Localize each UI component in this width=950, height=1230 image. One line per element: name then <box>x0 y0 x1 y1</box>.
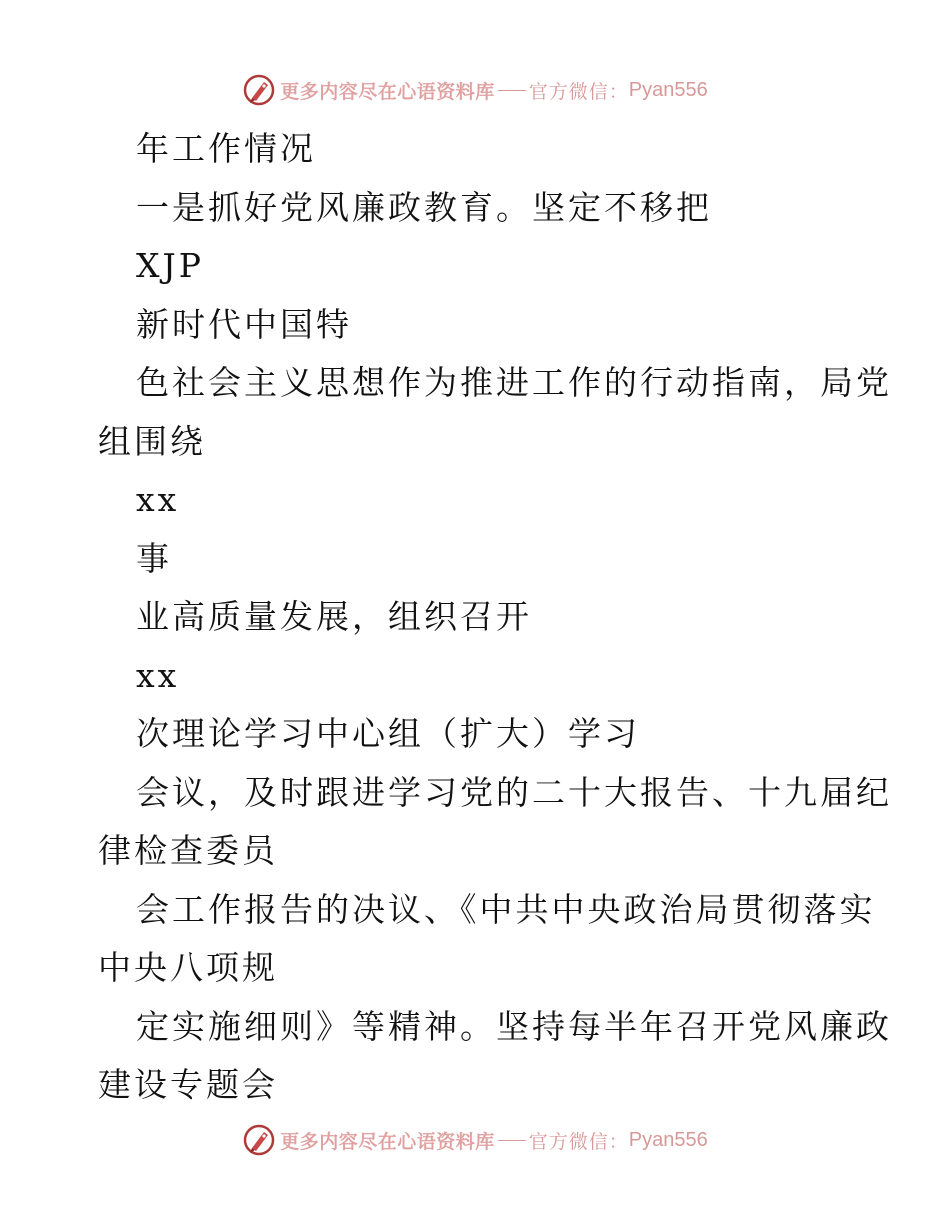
document-line: 中央八项规 <box>98 948 278 987</box>
document-line: 次理论学习中心组（扩大）学习 <box>136 714 640 753</box>
header-wechat-label: 官方微信： <box>528 80 629 103</box>
header-dash <box>498 90 526 91</box>
document-line: 定实施细则》等精神。坚持每半年召开党风廉政 <box>136 1006 892 1046</box>
footer-wechat-label: 官方微信： <box>528 1130 629 1153</box>
document-line: 年工作情况 <box>136 129 316 168</box>
document-line: 新时代中国特 <box>136 304 352 344</box>
footer-dash <box>498 1140 526 1141</box>
pen-nib-logo-icon <box>242 73 276 107</box>
document-line: 组围绕 <box>98 421 206 461</box>
document-line: 色社会主义思想作为推进工作的行动指南，局党 <box>136 363 892 402</box>
document-line: XJP <box>136 246 204 285</box>
document-line: 建设专题会 <box>98 1065 278 1104</box>
footer-slogan: 更多内容尽在心语资料库 <box>280 1130 495 1153</box>
header-banner <box>0 70 950 110</box>
document-line: 律检查委员 <box>98 831 278 870</box>
header-wechat-id: Pyan556 <box>628 78 708 101</box>
header-slogan: 更多内容尽在心语资料库 <box>280 80 495 103</box>
document-line: xx <box>136 655 180 695</box>
document-line: xx <box>136 480 180 519</box>
footer-wechat-id: Pyan556 <box>628 1128 708 1151</box>
document-line: 会议，及时跟进学习党的二十大报告、十九届纪 <box>136 772 892 812</box>
document-line: 业高质量发展，组织召开 <box>136 597 532 636</box>
document-body <box>98 120 892 1115</box>
footer-banner <box>0 1120 950 1160</box>
document-line: 会工作报告的决议、《中共中央政治局贯彻落实 <box>136 889 876 929</box>
pen-nib-logo-icon <box>242 1123 276 1157</box>
document-line: 一是抓好党风廉政教育。坚定不移把 <box>136 187 712 227</box>
document-line: 事 <box>136 538 172 578</box>
